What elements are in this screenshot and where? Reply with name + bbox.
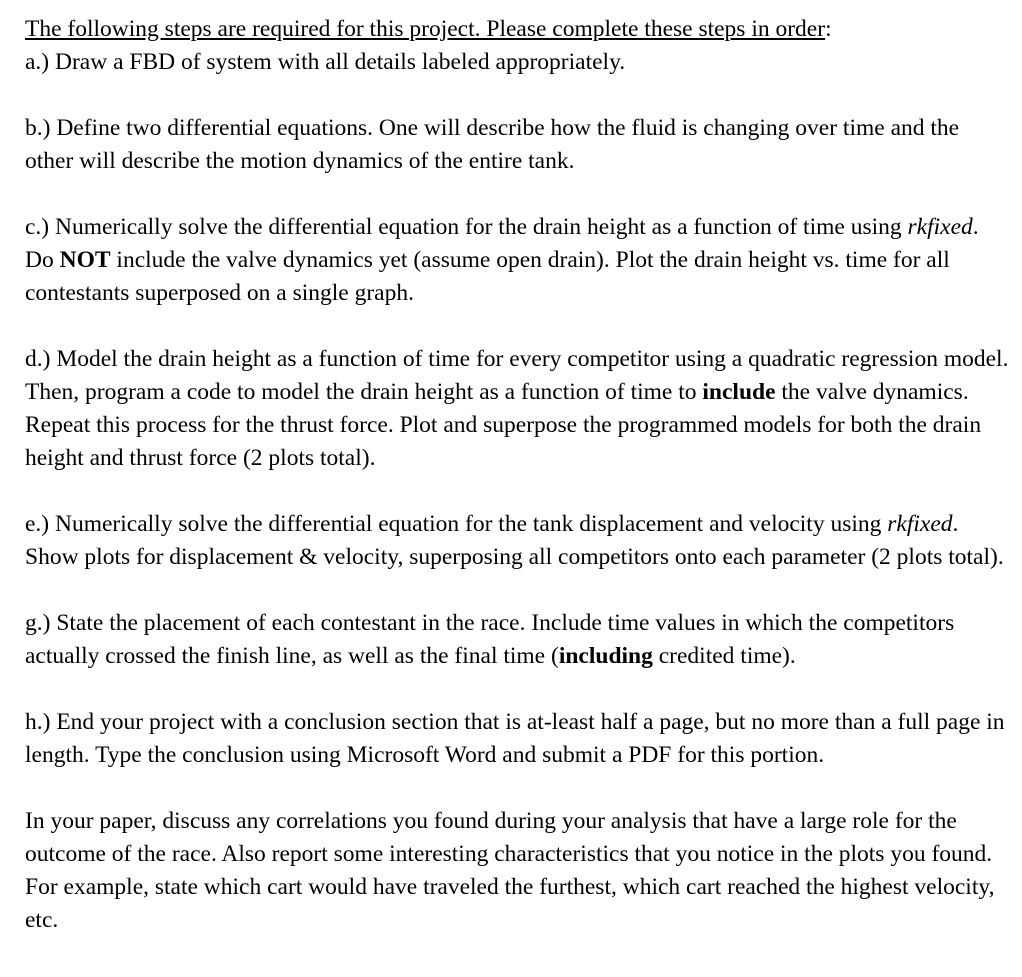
step-c <box>25 211 1010 310</box>
step-c-rkfixed: rkfixed <box>907 214 973 240</box>
step-e <box>25 508 1010 574</box>
step-e-rkfixed: rkfixed <box>887 511 953 537</box>
step-d-part-1: d.) Model the drain height as a function of time for every competitor using a quadratic regression model. Then, program a code to model the drain height as a function of time to <box>25 346 1009 405</box>
step-c-part-1: c.) Numerically solve the differential equation for the drain height as a function of time using <box>25 214 908 240</box>
step-d-include: include <box>702 379 776 405</box>
heading-text: The following steps are required for this project. Please complete these steps in order <box>25 16 826 42</box>
heading-colon: : <box>825 16 832 42</box>
step-c-not: NOT <box>59 247 111 273</box>
step-g-part-2: credited time). <box>652 643 796 669</box>
closing-paragraph: In your paper, discuss any correlations you found during your analysis that have a large role for the outcome of the race. Also report some interesting characteristics that you notice in the plots you found. For example, state which cart would have traveled the furthest, which cart reached the highest velocity, etc. <box>25 808 995 933</box>
step-e-part-2: . Show plots for displacement & velocity, superposing all competitors onto each parameter (2 plots total). <box>25 511 1004 570</box>
project-instructions-document <box>25 13 1010 970</box>
instructions-heading <box>25 13 1010 46</box>
step-b: b.) Define two differential equations. One will describe how the fluid is changing over time and the other will describe the motion dynamics of the entire tank. <box>25 115 960 174</box>
step-d-part-2: the valve dynamics. Repeat this process for the thrust force. Plot and superpose the programmed models for both the drain height and thrust force (2 plots total). <box>25 379 982 471</box>
step-d <box>25 343 1010 475</box>
step-h: h.) End your project with a conclusion section that is at-least half a page, but no more than a full page in length. Type the conclusion using Microsoft Word and submit a PDF for this portion. <box>25 709 1005 768</box>
step-c-part-2: . Do <box>25 214 979 273</box>
step-c-part-3: include the valve dynamics yet (assume open drain). Plot the drain height vs. time for all contestants superposed on a single graph. <box>25 247 950 306</box>
step-g-including: including <box>558 643 653 669</box>
step-e-part-1: e.) Numerically solve the differential equation for the tank displacement and velocity using <box>25 511 888 537</box>
step-a: a.) Draw a FBD of system with all details labeled appropriately. <box>25 49 626 75</box>
step-g <box>25 607 1010 673</box>
step-g-part-1: g.) State the placement of each contestant in the race. Include time values in which the competitors actually crossed the finish line, as well as the final time ( <box>25 610 955 669</box>
